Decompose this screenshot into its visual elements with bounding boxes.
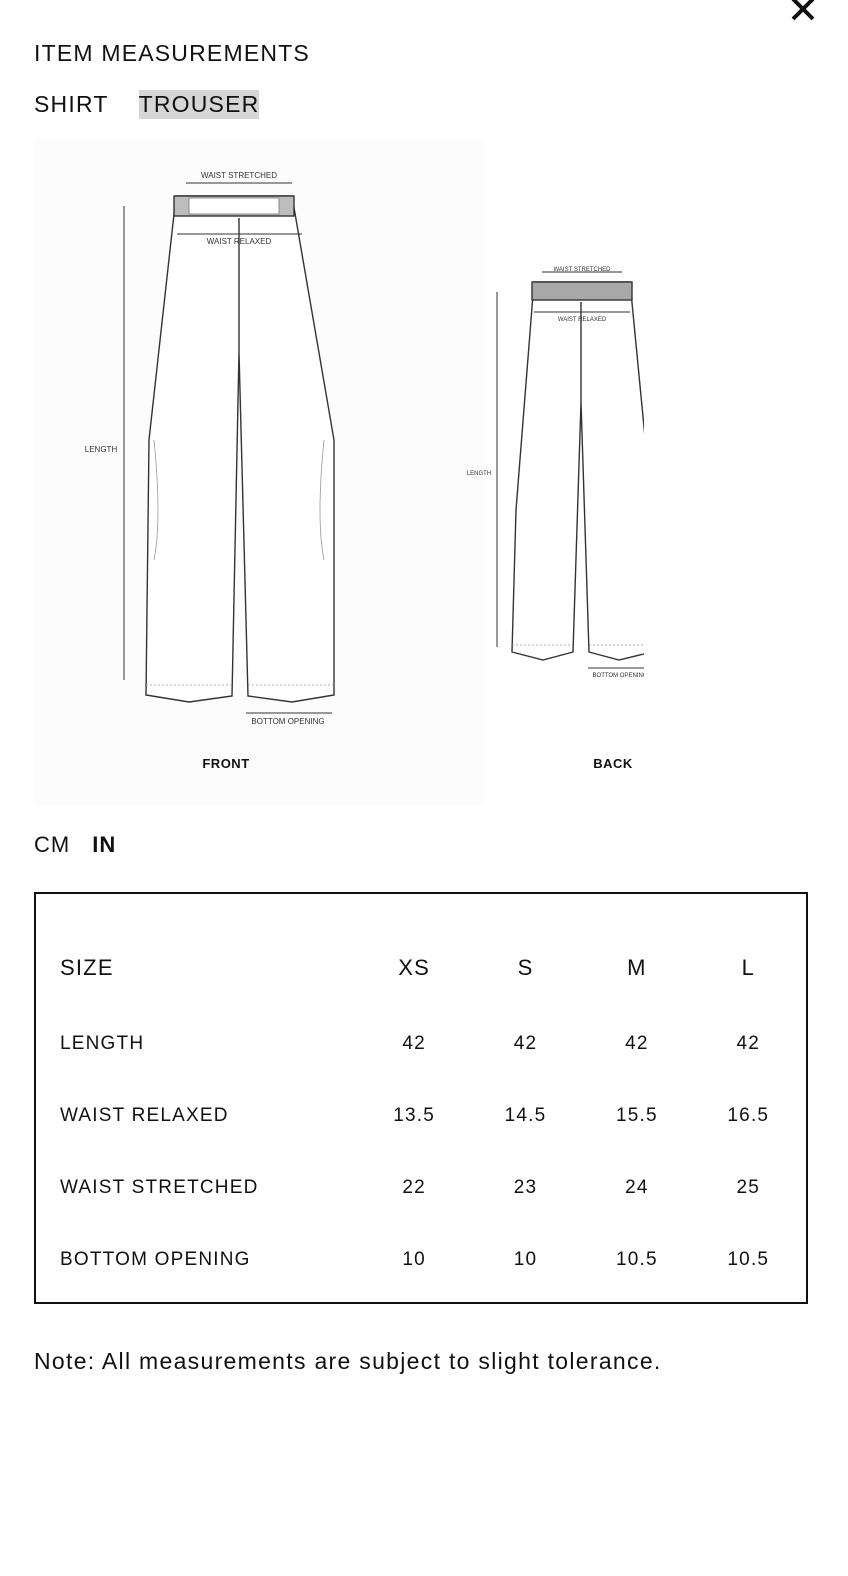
trouser-diagram: [34, 140, 644, 805]
front-bottom-opening-label: BOTTOM OPENING: [251, 717, 325, 726]
unit-cm[interactable]: CM: [34, 832, 71, 857]
back-label: BACK: [593, 756, 633, 771]
table-cell: 10: [513, 1249, 538, 1270]
back-bottom-opening-label: BOTTOM OPENING: [592, 673, 644, 679]
unit-toggle: [34, 832, 116, 858]
table-cell: 13.5: [393, 1105, 436, 1126]
table-cell: 42: [513, 1033, 538, 1054]
back-waist-relaxed-label: WAIST RELAXED: [557, 317, 607, 323]
table-row: [60, 1224, 804, 1296]
size-table-container: [34, 892, 808, 1304]
table-row: [60, 1080, 804, 1152]
table-cell: 22: [402, 1177, 426, 1198]
table-cell: 42: [402, 1033, 426, 1054]
front-label: FRONT: [202, 756, 250, 771]
close-button[interactable]: [788, 0, 818, 24]
tolerance-note: Note: All measurements are subject to slight tolerance.: [34, 1348, 662, 1374]
header-cell-l: L: [741, 955, 756, 980]
modal-title: ITEM MEASUREMENTS: [34, 40, 310, 66]
header-cell-xs: XS: [398, 955, 431, 980]
row-label: WAIST RELAXED: [60, 1105, 229, 1126]
back-trouser-drawing: [512, 282, 644, 660]
table-row: [60, 1152, 804, 1224]
table-cell: 16.5: [727, 1105, 770, 1126]
table-cell: 25: [736, 1177, 761, 1198]
table-row: [60, 1008, 804, 1080]
table-cell: 42: [736, 1033, 761, 1054]
back-length-label: LENGTH: [466, 471, 492, 477]
row-label: WAIST STRETCHED: [60, 1177, 259, 1198]
table-header-row: [60, 928, 804, 1008]
table-cell: 24: [625, 1177, 649, 1198]
table-cell: 15.5: [616, 1105, 658, 1126]
table-cell: 10.5: [727, 1249, 770, 1270]
unit-in[interactable]: IN: [92, 832, 117, 857]
row-label: LENGTH: [60, 1033, 145, 1054]
size-table: [60, 928, 804, 1296]
close-icon: [788, 0, 818, 24]
back-waist-stretched-label: WAIST STRETCHED: [553, 267, 611, 273]
table-cell: 14.5: [504, 1105, 547, 1126]
header-cell-size: SIZE: [60, 955, 114, 980]
garment-tabs: [34, 90, 259, 119]
header-cell-m: M: [627, 955, 647, 980]
front-length-label: LENGTH: [84, 445, 118, 454]
tab-shirt[interactable]: SHIRT: [34, 91, 109, 117]
row-label: BOTTOM OPENING: [60, 1249, 251, 1270]
trouser-sketch-image: [34, 140, 644, 805]
table-cell: 10.5: [616, 1249, 658, 1270]
table-cell: 10: [402, 1249, 426, 1270]
table-cell: 23: [513, 1177, 538, 1198]
header-cell-s: S: [517, 955, 534, 980]
table-cell: 42: [625, 1033, 649, 1054]
front-waist-stretched-label: WAIST STRETCHED: [200, 171, 278, 180]
tab-trouser[interactable]: TROUSER: [138, 91, 260, 117]
front-waist-relaxed-label: WAIST RELAXED: [206, 237, 272, 246]
